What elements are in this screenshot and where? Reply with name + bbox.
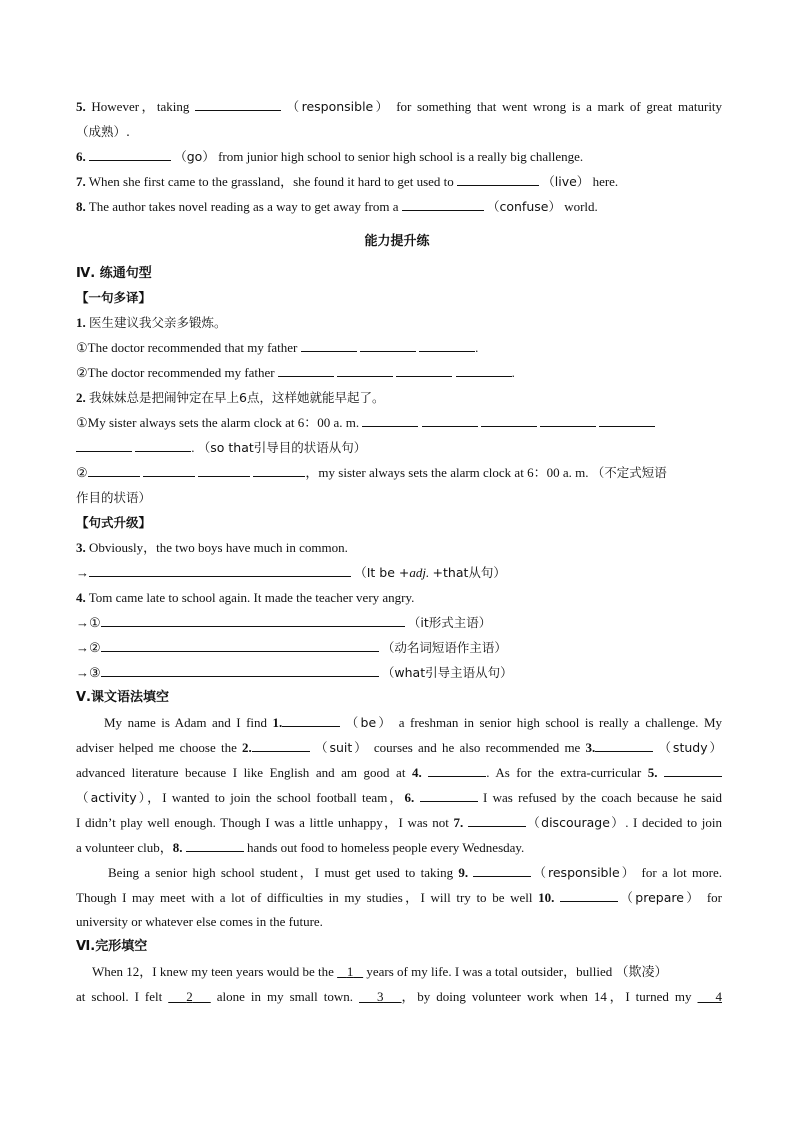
answer-line[interactable] <box>101 662 379 677</box>
question-8: 8. The author takes novel reading as a way to get away from a （confuse） world. <box>76 196 722 218</box>
answer-blank[interactable] <box>278 362 334 377</box>
answer-blank[interactable] <box>88 462 140 477</box>
answer-blank[interactable] <box>599 412 655 427</box>
answer-blank[interactable] <box>481 412 537 427</box>
part-4-q2-opt1: ①My sister always sets the alarm clock at 6：00 a. m. <box>76 412 722 434</box>
answer-blank-1[interactable] <box>282 712 340 727</box>
cloze-gap-4[interactable]: 4 <box>715 989 722 1004</box>
answer-blank-6[interactable] <box>420 787 478 802</box>
part-4-q2-opt1-cont: . （so that引导目的状语从句） <box>76 437 722 459</box>
answer-blank-8[interactable] <box>186 837 244 852</box>
answer-blank[interactable] <box>360 337 416 352</box>
part-4-q3: 3. Obviously，the two boys have much in common. <box>76 540 348 555</box>
passage-line-2: adviser helped me choose the 2. （suit） courses and he also recommended me 3. （study） <box>76 737 722 759</box>
part-4-q1: 1. 医生建议我父亲多锻炼。 <box>76 315 227 330</box>
passage-line-1: My name is Adam and I find 1. （be） a freshman in senior high school is really a challenge. My <box>104 712 722 734</box>
answer-blank[interactable] <box>195 96 281 111</box>
passage-line-5: I didn’t play well enough. Though I was a little unhappy，I was not 7. （discourage）. I decided to join <box>76 812 722 834</box>
answer-blank[interactable] <box>402 196 484 211</box>
answer-blank-2[interactable] <box>252 737 310 752</box>
part-4-q2-opt2-cont: 作目的状语） <box>76 490 152 505</box>
cloze-line-1: When 12，I knew my teen years would be the 1 years of my life. I was a total outsider，bullied （欺凌） <box>92 964 668 979</box>
part-4-q1-opt2: ②The doctor recommended my father . <box>76 362 722 384</box>
part-4-q2: 2. 我妹妹总是把闹钟定在早上6点，这样她就能早起了。 <box>76 390 385 405</box>
question-7: 7. When she first came to the grassland，she found it hard to get used to （live） here. <box>76 171 722 193</box>
cloze-gap-2[interactable]: 2 <box>186 989 193 1004</box>
answer-blank[interactable] <box>419 337 475 352</box>
answer-blank[interactable] <box>135 437 191 452</box>
question-6: 6. （go） from junior high school to senior high school is a really big challenge. <box>76 146 722 168</box>
passage-line-8: Though I may meet with a lot of difficulties in my studies，I will try to be well 10. （prepare） for <box>76 887 722 909</box>
passage-line-6: a volunteer club，8. hands out food to homeless people every Wednesday. <box>76 837 722 859</box>
answer-line[interactable] <box>101 612 405 627</box>
part-4-q4-r1: →① （it形式主语） <box>76 612 722 634</box>
answer-line[interactable] <box>89 562 351 577</box>
cloze-line-2: at school. I felt 2 alone in my small town. 3 ，by doing volunteer work when 14，I turned my 4 <box>76 989 722 1004</box>
answer-blank[interactable] <box>362 412 418 427</box>
part-4-sub1: 【一句多译】 <box>76 290 152 305</box>
answer-blank[interactable] <box>540 412 596 427</box>
part-4-title: Ⅳ. 练通句型 <box>76 266 152 281</box>
answer-blank[interactable] <box>301 337 357 352</box>
part-6-title: Ⅵ.完形填空 <box>76 939 148 954</box>
answer-blank[interactable] <box>198 462 250 477</box>
question-5-cont: （成熟）. <box>76 124 130 139</box>
answer-blank[interactable] <box>422 412 478 427</box>
answer-blank[interactable] <box>253 462 305 477</box>
part-5-title: Ⅴ.课文语法填空 <box>76 690 169 705</box>
passage-line-3: advanced literature because I like English and am good at 4. . As for the extra-curricular 5. <box>76 762 722 784</box>
answer-blank-4[interactable] <box>428 762 486 777</box>
answer-blank-3[interactable] <box>595 737 653 752</box>
answer-blank-7[interactable] <box>468 812 526 827</box>
answer-blank[interactable] <box>396 362 452 377</box>
part-4-q2-opt2: ② ，my sister always sets the alarm clock at 6：00 a. m. （不定式短语 <box>76 462 722 484</box>
answer-blank[interactable] <box>89 146 171 161</box>
cloze-gap-1[interactable]: 1 <box>346 964 354 979</box>
question-5: 5. However，taking （responsible） for something that went wrong is a mark of great maturity <box>76 96 722 118</box>
passage-line-9: university or whatever else comes in the future. <box>76 914 323 929</box>
answer-blank[interactable] <box>143 462 195 477</box>
part-4-q4: 4. Tom came late to school again. It made the teacher very angry. <box>76 590 415 605</box>
answer-blank[interactable] <box>456 362 512 377</box>
answer-line[interactable] <box>101 637 379 652</box>
part-4-q4-r3: →③ （what引导主语从句） <box>76 662 722 684</box>
answer-blank-5[interactable] <box>664 762 722 777</box>
answer-blank[interactable] <box>337 362 393 377</box>
part-4-sub2: 【句式升级】 <box>76 515 152 530</box>
passage-line-4: （activity），I wanted to join the school football team，6. I was refused by the coach because he said <box>76 787 722 809</box>
answer-blank[interactable] <box>457 171 539 186</box>
part-4-q4-r2: →② （动名词短语作主语） <box>76 637 722 659</box>
section-title: 能力提升练 <box>364 234 430 249</box>
answer-blank-9[interactable] <box>473 862 531 877</box>
part-4-q3-answer: → （It be +adj. +that从句） <box>76 562 722 584</box>
passage-line-7: Being a senior high school student，I must get used to taking 9. （responsible） for a lot more. <box>108 862 722 884</box>
part-4-q1-opt1: ①The doctor recommended that my father . <box>76 337 722 359</box>
answer-blank-10[interactable] <box>560 887 618 902</box>
cloze-gap-3[interactable]: 3 <box>377 989 384 1004</box>
answer-blank[interactable] <box>76 437 132 452</box>
